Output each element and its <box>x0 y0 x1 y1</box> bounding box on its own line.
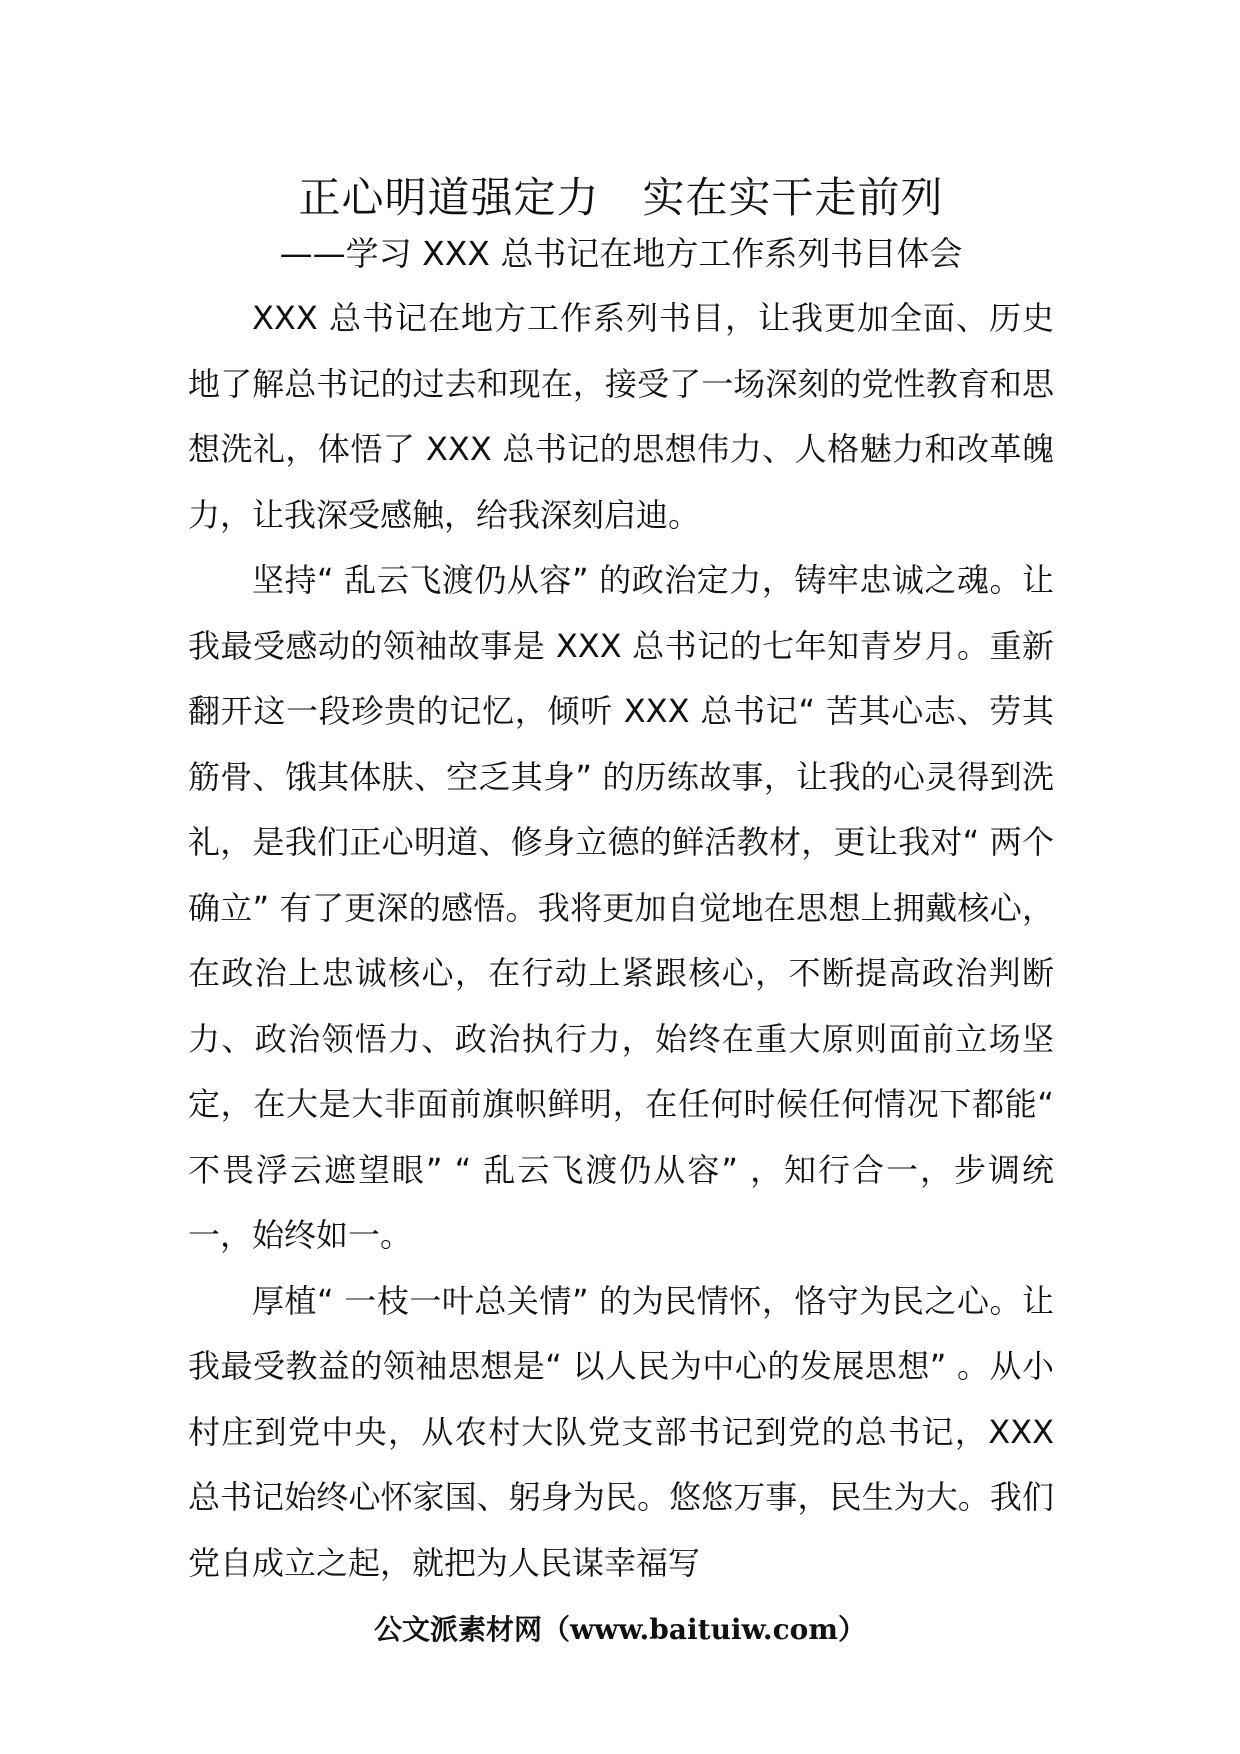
document-subtitle: ——学习 XXX 总书记在地方工作系列书目体会 <box>279 234 963 273</box>
footer-watermark: 公文派素材网（www.baituiw.com） <box>374 1613 866 1646</box>
paragraph-3: 厚植“ 一枝一叶总关情” 的为民情怀，恪守为民之心。让我最受教益的领袖思想是“ 以人民为中心的发展思想” 。从小村庄到党中央，从农村大队党支部书记到党的总书记，XXX 总书记始终心怀家国、躬身为民。悠悠万事，民生为大。我们党自成立之起，就把为人民谋幸福写 <box>188 1281 1054 1582</box>
document-title: 正心明道强定力 实在实干走前列 <box>298 173 944 222</box>
paragraph-1: XXX 总书记在地方工作系列书目，让我更加全面、历史地了解总书记的过去和现在，接受了一场深刻的党性教育和思想洗礼，体悟了 XXX 总书记的思想伟力、人格魅力和改革魄力，让我深受感触，给我深刻启迪。 <box>188 299 1054 534</box>
paragraph-2: 坚持“ 乱云飞渡仍从容” 的政治定力，铸牢忠诚之魂。让我最受感动的领袖故事是 XXX 总书记的七年知青岁月。重新翻开这一段珍贵的记忆，倾听 XXX 总书记“ 苦其心志、劳其筋骨、饿其体肤、空乏其身” 的历练故事，让我的心灵得到洗礼，是我们正心明道、修身立德的鲜活教材，更让我对“ 两个确立” 有了更深的感悟。我将更加自觉地在思想上拥戴核心，在政治上忠诚核心，在行动上紧跟核心，不断提高政治判断力、政治领悟力、政治执行力，始终在重大原则面前立场坚定，在大是大非面前旗帜鲜明，在任何时候任何情况下都能“ 不畏浮云遮望眼” “ 乱云飞渡仍从容” ，知行合一，步调统一，始终如一。 <box>188 561 1054 1254</box>
document-body <box>188 168 1054 1596</box>
